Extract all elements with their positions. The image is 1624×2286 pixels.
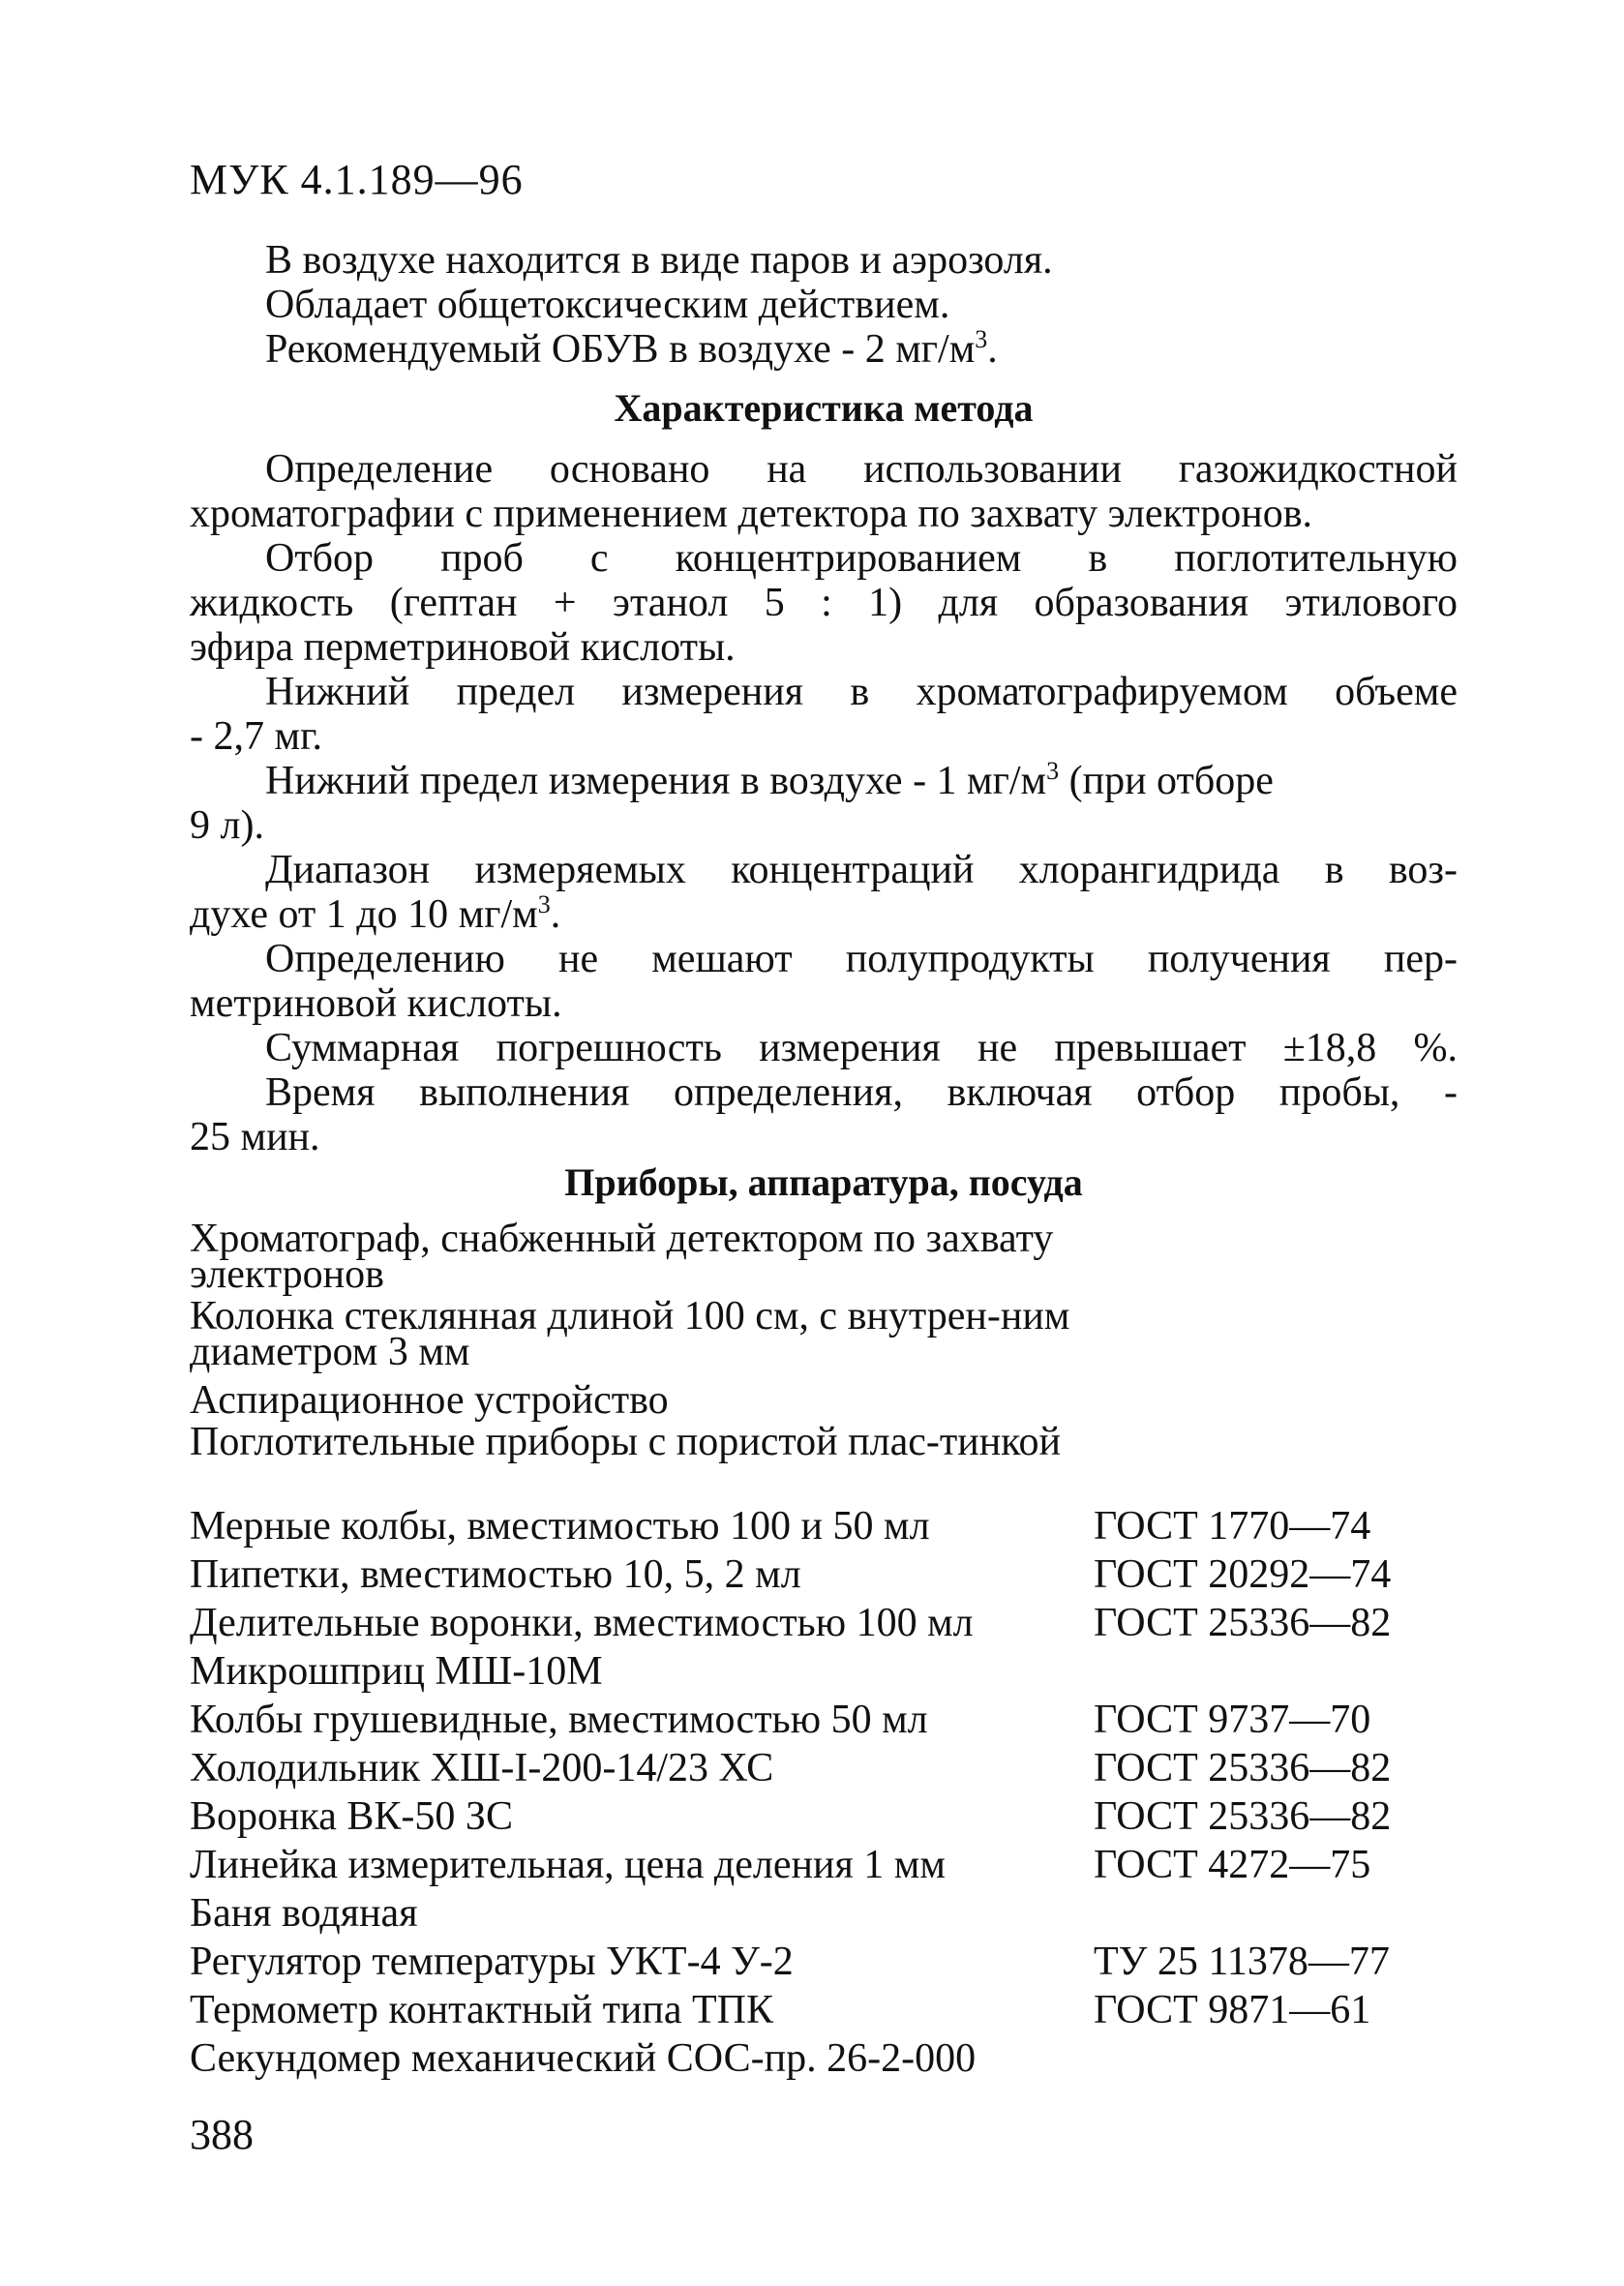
- intro-text: Рекомендуемый ОБУВ в воздухе - 2 мг/м: [265, 327, 976, 372]
- paragraph-line: жидкость (гептан + этанол 5 : 1) для образования этилового: [190, 581, 1458, 625]
- line-text: .: [550, 892, 561, 937]
- paragraph-line: Диапазон измеряемых концентраций хлорангидрида в воз-: [265, 848, 1458, 892]
- equipment-section: [190, 1154, 1458, 1212]
- equipment-item: [190, 1550, 1458, 1599]
- line-text: духе от 1 до 10 мг/м: [190, 892, 538, 937]
- intro-line: В воздухе находится в виде паров и аэрозоля.: [265, 238, 1053, 283]
- superscript: 3: [975, 325, 988, 353]
- equipment-name: Микрошприц МШ-10М: [190, 1649, 603, 1694]
- superscript: 3: [1046, 757, 1060, 785]
- paragraph-line: [190, 759, 1458, 803]
- paragraph-line: Нижний предел измерения в хроматографируемом объеме: [265, 670, 1458, 714]
- equipment-item: [190, 1889, 1458, 1938]
- equipment-item: [190, 1599, 1458, 1647]
- page-number: 388: [190, 2111, 254, 2158]
- section-title: Приборы, аппаратура, посуда: [564, 1160, 1083, 1204]
- equipment-standard: ГОСТ 4272—75: [1094, 1843, 1371, 1887]
- equipment-name: Пипетки, вместимостью 10, 5, 2 мл: [190, 1552, 801, 1597]
- equipment-name: Баня водяная: [190, 1891, 418, 1936]
- equipment-name: Регулятор температуры УКТ-4 У-2: [190, 1940, 794, 1984]
- equipment-standard: ГОСТ 1770—74: [1094, 1504, 1371, 1549]
- paragraph-line: Отбор проб с концентрированием в поглотительную: [265, 536, 1458, 581]
- equipment-name: Делительные воронки, вместимостью 100 мл: [190, 1601, 974, 1645]
- method-section: [190, 379, 1458, 1159]
- paragraph-line: метриновой кислоты.: [190, 981, 562, 1026]
- equipment-item: [190, 1744, 1458, 1792]
- equipment-name: Поглотительные приборы с пористой плас-тинкой: [190, 1420, 1061, 1464]
- paragraph-line: 25 мин.: [190, 1115, 320, 1159]
- equipment-list: [190, 1217, 1458, 2083]
- equipment-item: [190, 1376, 1458, 1425]
- equipment-name: Колонка стеклянная длиной 100 см, с внутрен-ним диаметром 3 мм: [190, 1294, 1070, 1374]
- paragraph-line: Определению не мешают полупродукты получения пер-: [265, 937, 1458, 981]
- paragraph-line: 9 л).: [190, 803, 264, 848]
- equipment-name: Хроматограф, снабженный детектором по захвату электронов: [190, 1217, 1054, 1297]
- paragraph-line: [190, 892, 1458, 937]
- equipment-standard: ГОСТ 25336—82: [1094, 1794, 1392, 1839]
- line-text: (при отборе: [1059, 759, 1274, 803]
- equipment-item: [190, 1647, 1458, 1696]
- superscript: 3: [537, 890, 551, 918]
- equipment-name: Мерные колбы, вместимостью 100 и 50 мл: [190, 1504, 930, 1549]
- equipment-name: Колбы грушевидные, вместимостью 50 мл: [190, 1698, 928, 1742]
- equipment-name: Линейка измерительная, цена деления 1 мм: [190, 1843, 946, 1887]
- equipment-item: [190, 2034, 1458, 2083]
- equipment-name: Воронка ВК-50 ЗС: [190, 1794, 513, 1839]
- intro-line: [190, 327, 1458, 372]
- equipment-name: Термометр контактный типа ТПК: [190, 1988, 774, 2032]
- equipment-item: [190, 1938, 1458, 1986]
- equipment-item: [190, 1217, 1458, 1299]
- line-text: Нижний предел измерения в воздухе - 1 мг/м: [265, 759, 1047, 803]
- paragraph-line: Время выполнения определения, включая отбор пробы, -: [265, 1070, 1458, 1115]
- intro-punct: .: [987, 327, 998, 372]
- equipment-name: Холодильник ХШ-I-200-14/23 ХС: [190, 1746, 774, 1790]
- equipment-item: [190, 1841, 1458, 1889]
- equipment-item: [190, 1696, 1458, 1744]
- section-title: Характеристика метода: [614, 386, 1034, 430]
- paragraph-line: хроматографии с применением детектора по захвату электронов.: [190, 492, 1313, 536]
- paragraph-line: эфира перметриновой кислоты.: [190, 625, 736, 670]
- equipment-standard: ГОСТ 25336—82: [1094, 1746, 1392, 1790]
- equipment-standard: ТУ 25 11378—77: [1094, 1940, 1390, 1984]
- equipment-item: [190, 1420, 1458, 1502]
- paragraph-line: Суммарная погрешность измерения не превышает ±18,8 %.: [265, 1026, 1458, 1070]
- equipment-standard: ГОСТ 9737—70: [1094, 1698, 1371, 1742]
- document-header: МУК 4.1.189—96: [190, 156, 524, 203]
- equipment-standard: ГОСТ 20292—74: [1094, 1552, 1392, 1597]
- paragraph-line: - 2,7 мг.: [190, 714, 323, 759]
- equipment-standard: ГОСТ 9871—61: [1094, 1988, 1371, 2032]
- paragraph-line: Определение основано на использовании газожидкостной: [265, 447, 1458, 492]
- equipment-item: [190, 1986, 1458, 2034]
- equipment-name: Аспирационное устройство: [190, 1378, 669, 1423]
- equipment-item: [190, 1294, 1458, 1376]
- equipment-item: [190, 1502, 1458, 1550]
- intro-line: Обладает общетоксическим действием.: [265, 283, 950, 327]
- intro-block: [190, 238, 1458, 372]
- equipment-name: Секундомер механический СОС-пр. 26-2-000: [190, 2036, 977, 2081]
- equipment-standard: ГОСТ 25336—82: [1094, 1601, 1392, 1645]
- equipment-item: [190, 1792, 1458, 1841]
